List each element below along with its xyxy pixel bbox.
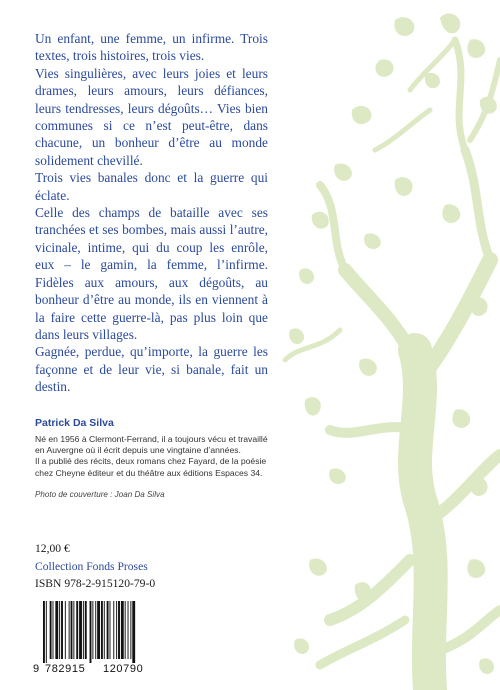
blurb-paragraph-5: Gagnée, perdue, qu’importe, la guerre les façonne et de leur vie, si banale, fait un destin. <box>35 344 268 395</box>
isbn: ISBN 978-2-915120-79-0 <box>35 577 156 590</box>
barcode-bars <box>33 601 165 663</box>
blurb-paragraph-3: Trois vies banales donc et la guerre qui éclate. <box>35 170 268 203</box>
photo-credit-label: Photo de couverture : <box>35 489 113 499</box>
photo-credit-name: Joan Da Silva <box>114 489 165 499</box>
author-section <box>35 417 275 499</box>
blurb-paragraph-4: Celle des champs de bataille avec ses tranchées et ses bombes, mais aussi l’autre, vicinale, intime, qui du coup les enrôle, eux – le gamin, la femme, l’infirme. Fidèles aux amours, aux dégoûts, au bonheur d’être au monde, ils en viennent à la faire cette guerre-là, pas plus loin que dans leurs villages. <box>35 205 268 342</box>
barcode-group-1: 782915 <box>45 663 86 675</box>
collection-name: Collection Fonds Proses <box>35 559 148 573</box>
author-name: Patrick Da Silva <box>35 417 114 429</box>
price: 12,00 € <box>35 542 70 555</box>
author-bio-1: Né en 1956 à Clermont-Ferrand, il a toujours vécu et travaillé en Auvergne où il écrit depuis une vingtaine d’années. <box>35 434 268 456</box>
blurb-paragraph-2: Vies singulières, avec leurs joies et leurs drames, leurs amours, leurs défiances, leurs tendresses, leurs dégoûts… Vies bien communes si ce n’est peut-être, dans chacune, un bonheur d’être au monde solidement chevillé. <box>35 65 268 168</box>
barcode <box>33 601 165 679</box>
author-bio-2: Il a publié des récits, deux romans chez Fayard, de la poésie chez Cheyne éditeur et du théâtre aux éditions Espaces 34. <box>35 456 267 478</box>
blurb-paragraph-1: Un enfant, une femme, un infirme. Trois textes, trois histoires, trois vies. <box>35 31 268 64</box>
book-metadata <box>35 540 155 593</box>
back-cover-blurb <box>35 30 268 396</box>
barcode-first-digit: 9 <box>33 663 40 675</box>
photo-credit <box>35 490 275 499</box>
barcode-group-2: 120790 <box>103 663 144 675</box>
